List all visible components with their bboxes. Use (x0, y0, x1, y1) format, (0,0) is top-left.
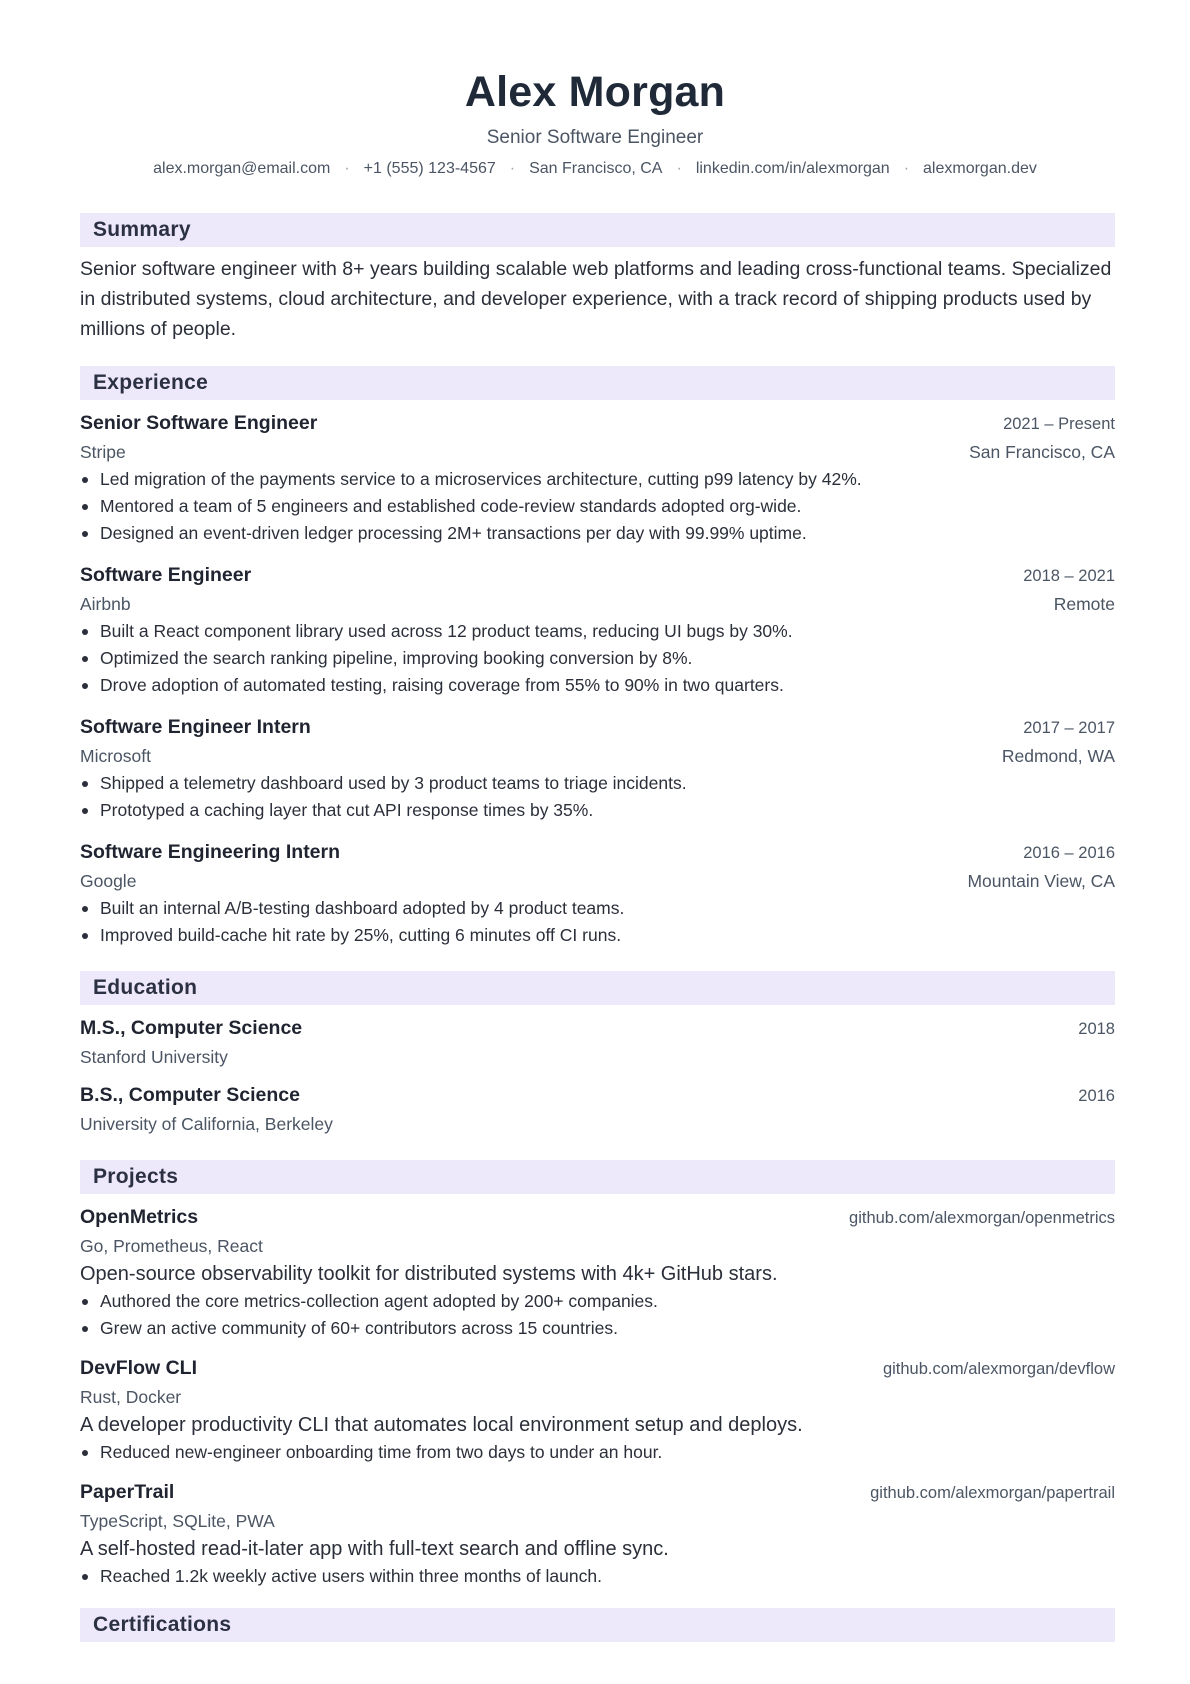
bullet-dot-icon (82, 629, 88, 635)
job-location: Mountain View, CA (967, 871, 1115, 891)
job-dates: 2017 – 2017 (1023, 719, 1115, 737)
bullet-dot-icon (82, 1326, 88, 1332)
bullet-text: Shipped a telemetry dashboard used by 3 product teams to triage incidents. (100, 773, 687, 793)
bullet-item (80, 520, 1115, 547)
experience-entry (80, 409, 1115, 547)
job-title: Software Engineer Intern (80, 716, 311, 738)
school: Stanford University (80, 1047, 228, 1067)
bullet-dot-icon (82, 808, 88, 814)
bullet-dot-icon (82, 683, 88, 689)
bullet-item (80, 618, 1115, 645)
job-bullets (80, 770, 1115, 824)
job-location: Redmond, WA (1001, 746, 1115, 766)
bullet-dot-icon (82, 1574, 88, 1580)
bullet-text: Mentored a team of 5 engineers and established code-review standards adopted org-wide. (100, 496, 802, 516)
bullet-text: Built a React component library used across 12 product teams, reducing UI bugs by 30%. (100, 621, 793, 641)
bullet-text: Designed an event-driven ledger processing 2M+ transactions per day with 99.99% uptime. (100, 523, 807, 543)
bullet-dot-icon (82, 781, 88, 787)
bullet-text: Improved build-cache hit rate by 25%, cutting 6 minutes off CI runs. (100, 925, 622, 945)
bullet-dot-icon (82, 504, 88, 510)
job-bullets (80, 895, 1115, 949)
project-entry (80, 1478, 1115, 1590)
experience-entry (80, 838, 1115, 949)
bullet-text: Led migration of the payments service to a microservices architecture, cutting p99 latency by 42%. (100, 469, 862, 489)
resume-header (0, 66, 1190, 180)
project-stack: Rust, Docker (80, 1387, 182, 1407)
bullet-dot-icon (82, 1450, 88, 1456)
project-link[interactable]: github.com/alexmorgan/devflow (882, 1360, 1115, 1378)
bullet-text: Reached 1.2k weekly active users within three months of launch. (100, 1566, 602, 1586)
bullet-dot-icon (82, 906, 88, 912)
project-link[interactable]: github.com/alexmorgan/papertrail (870, 1484, 1115, 1502)
contact-location: San Francisco, CA (529, 160, 663, 177)
bullet-item (80, 672, 1115, 699)
job-company: Stripe (80, 442, 126, 462)
section-heading-projects: Projects (80, 1160, 1115, 1194)
bullet-dot-icon (82, 477, 88, 483)
experience-entry (80, 561, 1115, 699)
bullet-dot-icon (82, 656, 88, 662)
job-title: Software Engineering Intern (80, 841, 341, 863)
bullet-item (80, 493, 1115, 520)
section-heading-education: Education (80, 971, 1115, 1005)
job-dates: 2018 – 2021 (1023, 567, 1115, 585)
resume-body (80, 213, 1115, 1642)
project-description: A self-hosted read-it-later app with full-text search and offline sync. (80, 1538, 669, 1560)
bullet-item (80, 1315, 1115, 1342)
project-name: PaperTrail (80, 1481, 175, 1503)
bullet-item (80, 1563, 1115, 1590)
contact-line (0, 158, 1190, 180)
contact-linkedin[interactable]: linkedin.com/in/alexmorgan (695, 160, 890, 177)
bullet-text: Authored the core metrics-collection agent adopted by 200+ companies. (100, 1291, 658, 1311)
degree: M.S., Computer Science (80, 1017, 303, 1039)
bullet-dot-icon (82, 933, 88, 939)
contact-separator: · (903, 160, 910, 177)
project-name: DevFlow CLI (80, 1357, 198, 1379)
bullet-text: Reduced new-engineer onboarding time from two days to under an hour. (100, 1442, 663, 1462)
project-entry (80, 1354, 1115, 1466)
bullet-item (80, 922, 1115, 949)
contact-separator: · (509, 160, 516, 177)
graduation-year: 2018 (1078, 1020, 1115, 1038)
education-entry (80, 1014, 1115, 1071)
job-company: Airbnb (80, 594, 131, 614)
job-dates: 2021 – Present (1003, 415, 1115, 433)
project-stack: TypeScript, SQLite, PWA (80, 1511, 275, 1531)
contact-separator: · (344, 160, 350, 177)
bullet-item (80, 645, 1115, 672)
project-bullets (80, 1439, 1115, 1466)
job-title: Senior Software Engineer (80, 412, 318, 434)
job-title: Software Engineer (80, 564, 252, 586)
degree: B.S., Computer Science (80, 1084, 300, 1106)
experience-entry (80, 713, 1115, 824)
bullet-item (80, 797, 1115, 824)
project-description: Open-source observability toolkit for distributed systems with 4k+ GitHub stars. (80, 1263, 778, 1285)
project-name: OpenMetrics (80, 1206, 199, 1228)
project-bullets (80, 1288, 1115, 1342)
section-heading-summary: Summary (80, 213, 1115, 247)
project-link[interactable]: github.com/alexmorgan/openmetrics (849, 1209, 1115, 1227)
bullet-dot-icon (82, 1299, 88, 1305)
bullet-text: Prototyped a caching layer that cut API response times by 35%. (100, 800, 594, 820)
section-heading-experience: Experience (80, 366, 1115, 400)
education-entry (80, 1081, 1115, 1138)
job-company: Google (80, 871, 137, 891)
bullet-text: Optimized the search ranking pipeline, improving booking conversion by 8%. (100, 648, 693, 668)
section-heading-certifications: Certifications (80, 1608, 1115, 1642)
summary-text: Senior software engineer with 8+ years building scalable web platforms and leading cross-functional teams. Specialized in distributed systems, cloud architecture, and developer experience, with a track record of shipping products used by millions of people. (80, 258, 1112, 340)
project-entry (80, 1203, 1115, 1342)
bullet-item (80, 770, 1115, 797)
job-bullets (80, 466, 1115, 547)
job-company: Microsoft (80, 746, 151, 766)
job-location: San Francisco, CA (969, 442, 1115, 462)
candidate-name: Alex Morgan (464, 68, 726, 116)
contact-separator: · (676, 160, 682, 177)
contact-phone[interactable]: +1 (555) 123-4567 (363, 160, 496, 177)
bullet-item (80, 466, 1115, 493)
contact-website[interactable]: alexmorgan.dev (923, 160, 1037, 177)
contact-email[interactable]: alex.morgan@email.com (153, 160, 331, 177)
bullet-item (80, 895, 1115, 922)
job-bullets (80, 618, 1115, 699)
project-description: A developer productivity CLI that automates local environment setup and deploys. (80, 1414, 803, 1436)
project-stack: Go, Prometheus, React (80, 1236, 263, 1256)
job-dates: 2016 – 2016 (1023, 844, 1115, 862)
bullet-item (80, 1288, 1115, 1315)
bullet-item (80, 1439, 1115, 1466)
bullet-text: Grew an active community of 60+ contributors across 15 countries. (100, 1318, 618, 1338)
project-bullets (80, 1563, 1115, 1590)
bullet-text: Drove adoption of automated testing, raising coverage from 55% to 90% in two quarters. (100, 675, 784, 695)
school: University of California, Berkeley (80, 1114, 333, 1134)
graduation-year: 2016 (1078, 1087, 1115, 1105)
job-location: Remote (1053, 594, 1115, 614)
bullet-dot-icon (82, 531, 88, 537)
candidate-role: Senior Software Engineer (486, 127, 704, 148)
bullet-text: Built an internal A/B-testing dashboard adopted by 4 product teams. (100, 898, 625, 918)
